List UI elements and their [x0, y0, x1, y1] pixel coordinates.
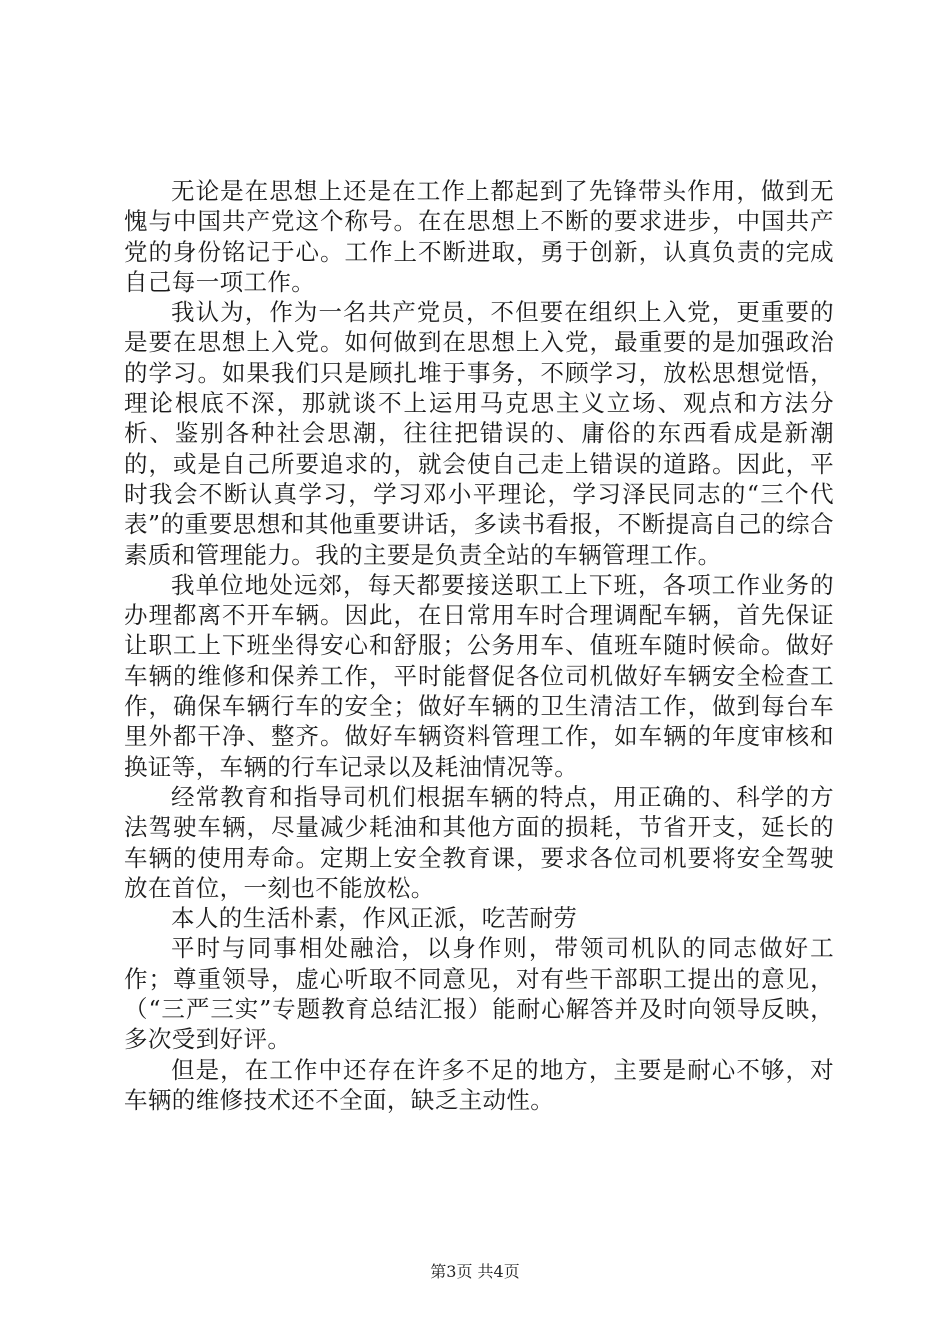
paragraph-2: 我认为，作为一名共产党员，不但要在组织上入党，更重要的是要在思想上入党。如何做到在思想上入党，最重要的是加强政治的学习。如果我们只是顾扎堆于事务，不顾学习，放松思想觉悟，理论根底不深，那就谈不上运用马克思主义立场、观点和方法分析、鉴别各种社会思潮，往往把错误的、庸俗的东西看成是新潮的，或是自己所要追求的，就会使自己走上错误的道路。因此，平时我会不断认真学习，学习邓小平理论，学习泽民同志的“三个代表”的重要思想和其他重要讲话，多读书看报，不断提高自己的综合素质和管理能力。我的主要是负责全站的车辆管理工作。	[124, 298, 834, 569]
paragraph-3: 我单位地处远郊，每天都要接送职工上下班，各项工作业务的办理都离不开车辆。因此，在日常用车时合理调配车辆，首先保证让职工上下班坐得安心和舒服；公务用车、值班车随时候命。做好车辆的维修和保养工作，平时能督促各位司机做好车辆安全检查工作，确保车辆行车的安全；做好车辆的卫生清洁工作，做到每台车里外都干净、整齐。做好车辆资料管理工作，如车辆的年度审核和换证等，车辆的行车记录以及耗油情况等。	[124, 570, 834, 781]
paragraph-5: 本人的生活朴素，作风正派，吃苦耐劳	[171, 904, 578, 933]
paragraph-4: 经常教育和指导司机们根据车辆的特点，用正确的、科学的方法驾驶车辆，尽量减少耗油和其他方面的损耗，节省开支，延长的车辆的使用寿命。定期上安全教育课，要求各位司机要将安全驾驶放在首位，一刻也不能放松。	[124, 782, 834, 902]
document-body	[124, 176, 834, 1115]
paragraph-1: 无论是在思想上还是在工作上都起到了先锋带头作用，做到无愧与中国共产党这个称号。在在思想上不断的要求进步，中国共产党的身份铭记于心。工作上不断进取，勇于创新，认真负责的完成自己每一项工作。	[124, 177, 834, 296]
paragraph-6: 平时与同事相处融洽，以身作则，带领司机队的同志做好工作；尊重领导，虚心听取不同意见，对有些干部职工提出的意见，（“三严三实”专题教育总结汇报）能耐心解答并及时向领导反映，多次受到好评。	[124, 934, 834, 1054]
paragraph-7: 但是，在工作中还存在许多不足的地方，主要是耐心不够，对车辆的维修技术还不全面，缺乏主动性。	[124, 1055, 834, 1114]
page-number-footer: 第3页 共4页	[430, 1262, 520, 1281]
